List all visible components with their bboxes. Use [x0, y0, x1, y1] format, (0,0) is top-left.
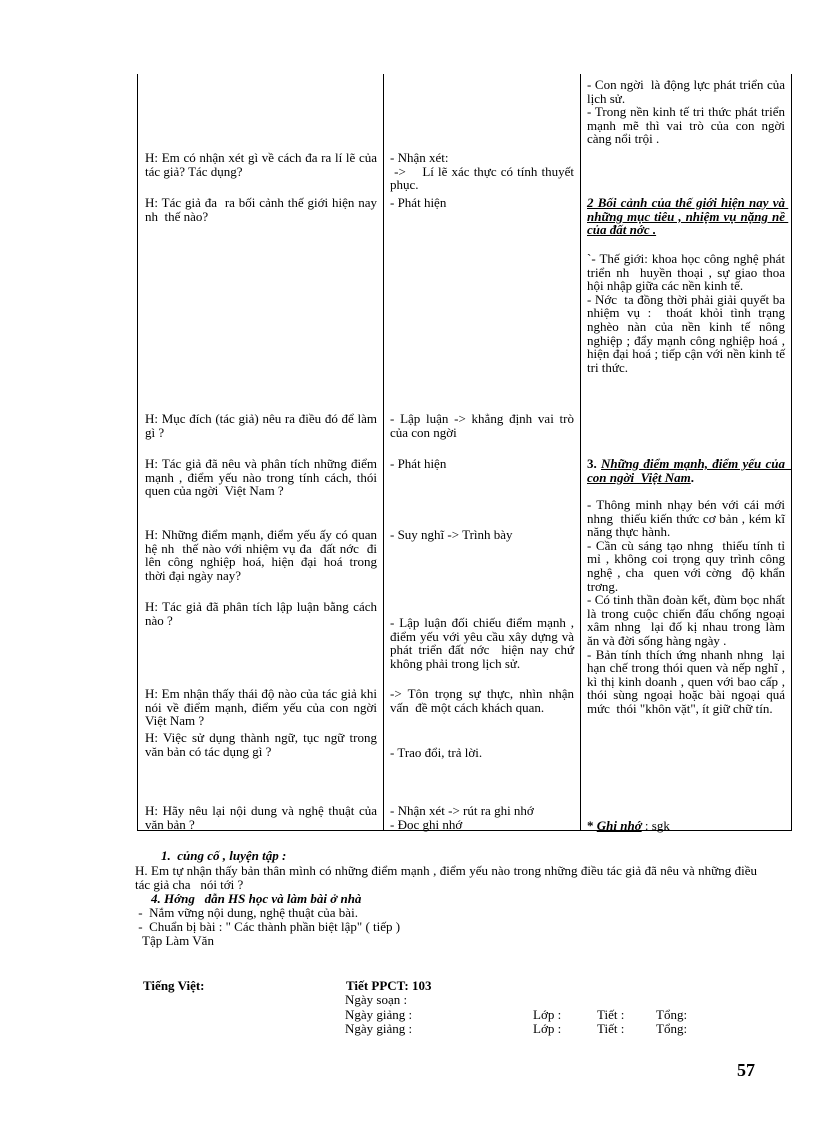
lop-2: Lớp :: [533, 1021, 562, 1036]
page-number: 57: [737, 1060, 755, 1080]
section-3-number: 3.: [587, 456, 602, 471]
table-divider-1: [383, 74, 384, 830]
question-2: H: Tác giả đa ra bối cảnh thế giới hiện nay nh thế nào?: [145, 195, 381, 224]
question-8: H: Việc sử dụng thành ngữ, tục ngữ trong văn bản có tác dụng gì ?: [145, 730, 381, 759]
tong-2: Tổng:: [656, 1021, 688, 1036]
ngay-giang-1: Ngày giảng :: [345, 1007, 413, 1022]
ghi-nho-star: *: [587, 818, 597, 833]
cungco-question: H. Em tự nhận thấy bản thân mình có những điểm mạnh , điểm yếu nào trong những điều tác giả đã nêu và những điều tác giả cha nói tới ?: [135, 863, 761, 892]
lesson-number: Tiết PPCT: 103: [346, 978, 432, 993]
question-5: H: Những điểm mạnh, điểm yếu ấy có quan hệ nh thế nào với nhiệm vụ đa đất nớc đi lên công nghiệp hoá, hiện đại hoá trong thời đại ngày nay?: [145, 527, 387, 583]
ngay-giang-2: Ngày giảng :: [345, 1021, 413, 1036]
section-3-body: - Thông minh nhạy bén với cái mới nhng thiếu kiến thức cơ bản , kém kĩ năng thực hành. - Cần cù sáng tạo nhng thiếu tính tỉ mỉ , không coi trọng quy trình công nghệ , cha quen với cờng độ khẩn trơng. - Có tinh thần đoàn kết, đùm bọc nhất là trong cuộc chiến đấu chống ngoại xâm nhng lại đố kị nhau trong làm ăn và đời sống hàng ngày . - Bản tính thích ứng nhanh nhng lại hạn chế trong thói quen và nếp nghĩ , kì thị kinh doanh , quen với bao cấp , thói sùng ngoại hoặc bài ngoại quá mức thói "khôn vặt", ít giữ chữ tín.: [587, 497, 785, 716]
tap-lam-van: Tập Làm Văn: [142, 933, 214, 948]
huongdan-item-2: - Chuẩn bị bài : " Các thành phần biệt lập" ( tiếp ): [135, 919, 401, 934]
section-3-dot: .: [690, 469, 695, 485]
ghi-nho-rest: : sgk: [641, 818, 670, 833]
activity-8: - Trao đổi, trả lời.: [390, 745, 483, 760]
tiet-1: Tiết :: [597, 1007, 625, 1022]
content-intro: - Con ngời là động lực phát triển của lịch sử. - Trong nền kinh tế tri thức phát triển mạnh mẽ thì vai trò của con ngời càng nổi trội .: [587, 77, 785, 147]
question-9: H: Hãy nêu lại nội dung và nghệ thuật của văn bản ?: [145, 803, 381, 832]
section-3-title: Những điểm mạnh, điểm yếu của con ngời Việt Nam: [587, 456, 792, 485]
activity-1: - Nhận xét: -> Lí lẽ xác thực có tính thuyết phục.: [390, 150, 574, 193]
table-divider-2: [580, 74, 581, 830]
lesson-table: [137, 74, 792, 831]
question-7: H: Em nhận thấy thái độ nào của tác giả khi nói về điểm mạnh, điểm yếu của con ngời Việt Nam ?: [145, 686, 387, 729]
cungco-heading: 1. củng cố , luyện tập :: [161, 848, 287, 863]
activity-7: -> Tôn trọng sự thực, nhìn nhận vấn đề một cách khách quan.: [390, 686, 578, 715]
question-1: H: Em có nhận xét gì về cách đa ra lí lẽ của tác giả? Tác dụng?: [145, 150, 381, 179]
question-4: H: Tác giả đã nêu và phân tích những điểm mạnh , điểm yếu nào trong tính cách, thói quen của ngời Việt Nam ?: [145, 456, 381, 499]
subject-label: Tiếng Việt:: [143, 978, 205, 993]
question-3: H: Mục đích (tác giả) nêu ra điều đó để làm gì ?: [145, 411, 381, 440]
section-3-heading: [587, 456, 792, 485]
ghi-nho-label: Ghi nhớ: [596, 818, 642, 833]
activity-3: - Lập luận -> khẳng định vai trò của con ngời: [390, 411, 578, 440]
question-6: H: Tác giả đã phân tích lập luận bằng cách nào ?: [145, 599, 381, 628]
activity-2: - Phát hiện: [390, 195, 447, 210]
activity-9: - Nhận xét -> rút ra ghi nhớ - Đọc ghi nhớ: [390, 803, 534, 832]
activity-5: - Suy nghĩ -> Trình bày: [390, 527, 513, 542]
section-2-heading: 2 Bối cảnh của thế giới hiện nay và những mục tiêu , nhiệm vụ nặng nề của đất nớc .: [587, 195, 789, 238]
activity-6: - Lập luận đối chiếu điểm mạnh , điểm yếu với yêu cầu xây dựng và phát triển đất nớc hiện nay chứ không phải trong lịch sử.: [390, 615, 578, 671]
ghi-nho: [587, 819, 785, 833]
activity-4: - Phát hiện: [390, 456, 447, 471]
tiet-2: Tiết :: [597, 1021, 625, 1036]
lop-1: Lớp :: [533, 1007, 562, 1022]
huongdan-heading: 4. Hớng dẫn HS học và làm bài ở nhà: [151, 891, 362, 906]
huongdan-item-1: - Nắm vững nội dung, nghệ thuật của bài.: [135, 905, 358, 920]
ngay-soan: Ngày soạn :: [345, 992, 408, 1007]
tong-1: Tổng:: [656, 1007, 688, 1022]
section-2-body: `- Thế giới: khoa học công nghệ phát triển nh huyền thoại , sự giao thoa hội nhập giữa các nền kinh tế. - Nớc ta đồng thời phải giải quyết ba nhiệm vụ : thoát khỏi tình trạng nghèo nàn của nền kinh tế nông nghiệp ; đẩy mạnh công nghiệp hoá , hiện đại hoá ; tiếp cận với nền kinh tế tri thức.: [587, 251, 785, 375]
